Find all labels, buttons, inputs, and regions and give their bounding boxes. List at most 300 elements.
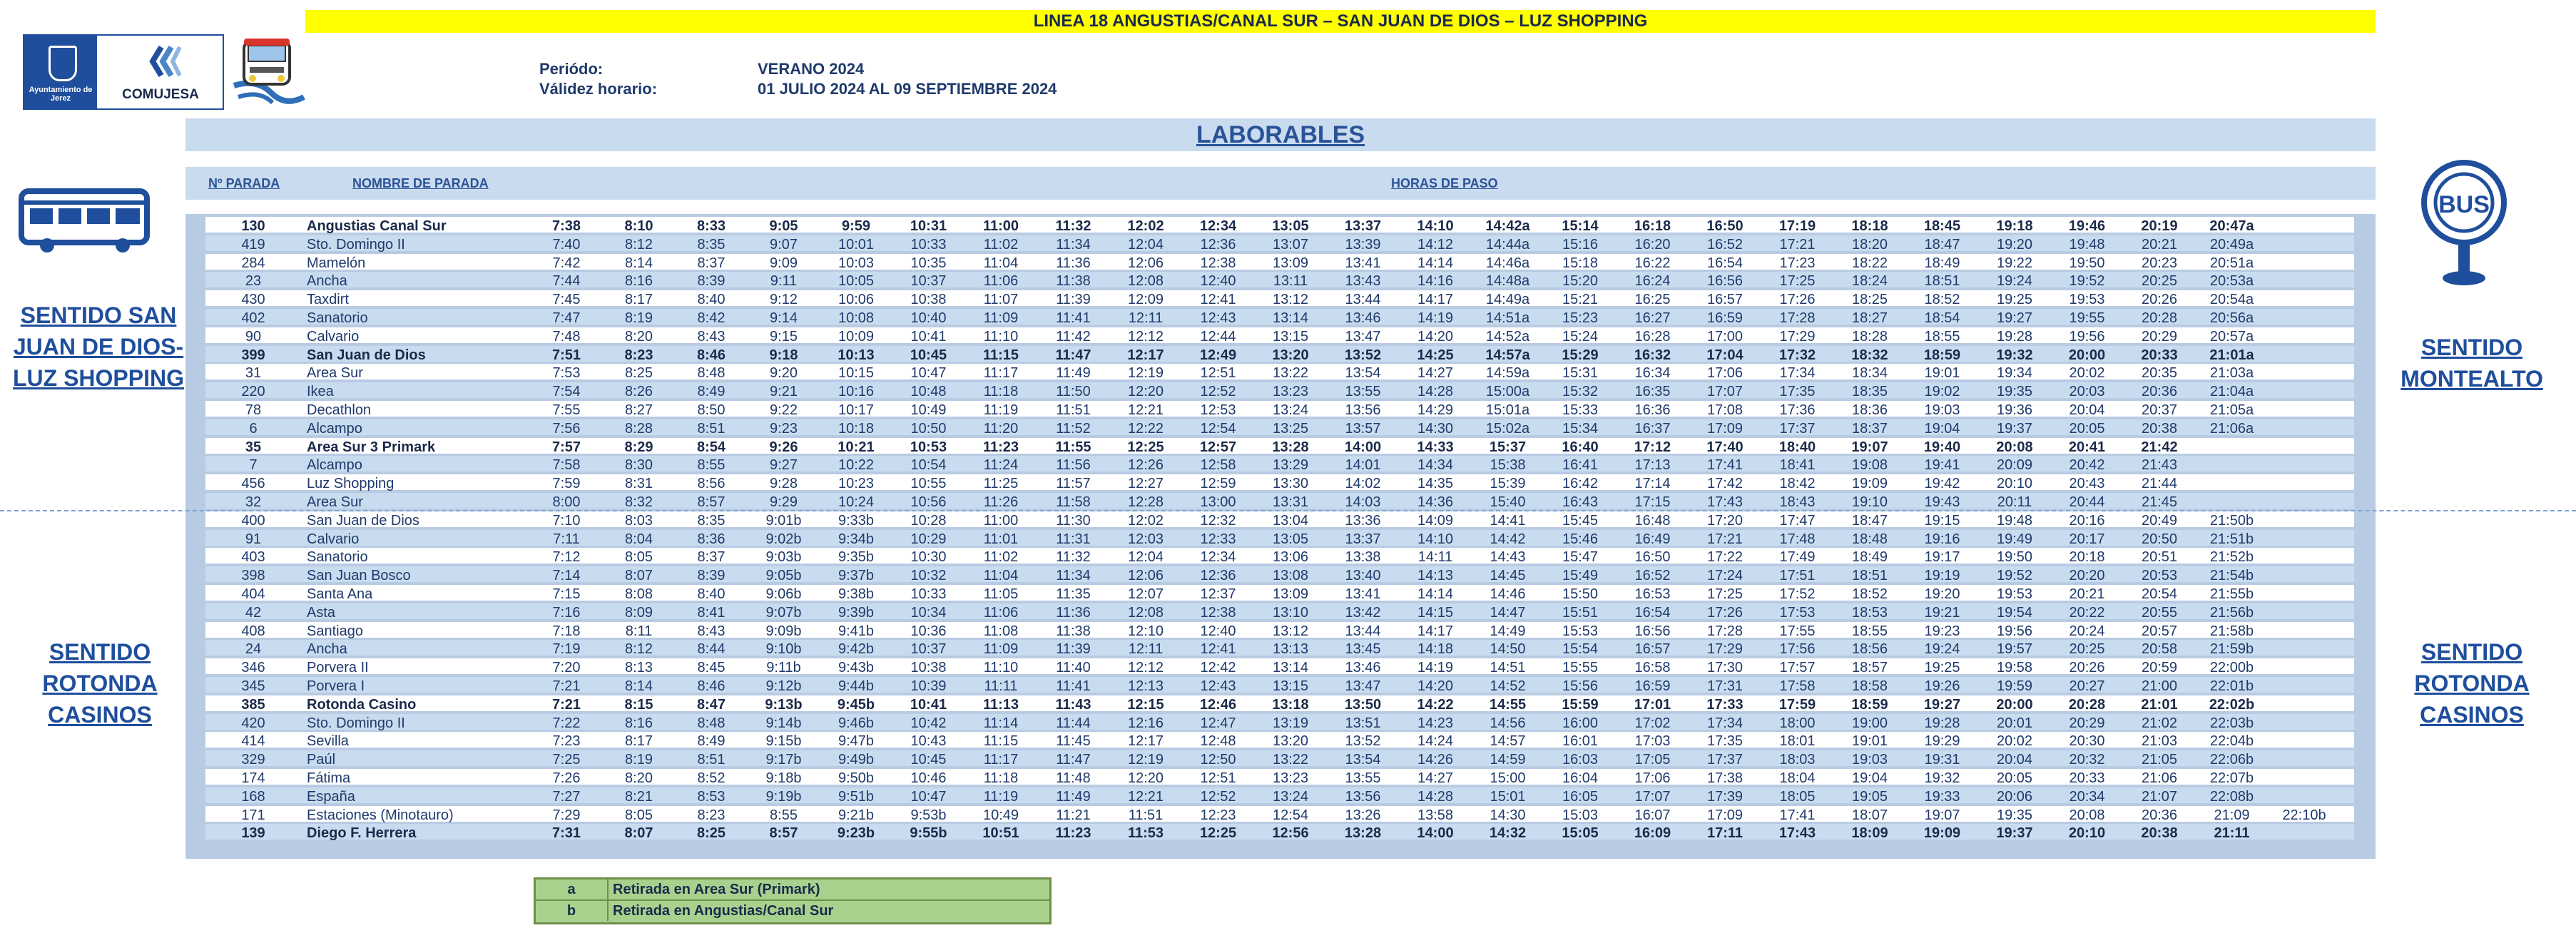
departure-time: 9:20: [770, 365, 798, 382]
departure-time: 19:50: [1996, 549, 2033, 566]
departure-time: 12:37: [1200, 586, 1236, 602]
departure-time: 12:28: [1127, 494, 1164, 510]
table-row: [205, 401, 2354, 417]
departure-time: 16:05: [1562, 788, 1599, 805]
departure-time: 12:02: [1127, 218, 1164, 234]
stop-name: Ancha: [307, 641, 347, 658]
departure-time: 8:19: [625, 310, 653, 326]
departure-time: 20:04: [2069, 402, 2105, 418]
departure-time: 13:23: [1272, 770, 1309, 786]
departure-time: 17:35: [1706, 733, 1743, 750]
legend-text: Retirada en Area Sur (Primark): [613, 882, 820, 897]
departure-time: 7:54: [552, 384, 581, 400]
departure-time: 18:49: [1851, 549, 1888, 566]
departure-time: 22:02b: [2209, 696, 2255, 713]
departure-time: 11:34: [1056, 236, 1091, 253]
departure-time: 8:56: [697, 476, 726, 492]
departure-time: 10:41: [910, 328, 947, 345]
departure-time: 13:19: [1272, 715, 1309, 731]
departure-time: 11:48: [1056, 770, 1091, 786]
departure-time: 19:32: [1996, 347, 2033, 363]
table-row: [205, 787, 2354, 803]
departure-time: 20:11: [1997, 494, 2032, 510]
departure-time: 19:19: [1924, 568, 1960, 584]
departure-time: 15:37: [1489, 439, 1527, 455]
departure-time: 9:09b: [765, 623, 802, 639]
departure-time: 7:14: [552, 568, 581, 584]
departure-time: 10:40: [910, 310, 947, 326]
stop-name: Fátima: [307, 770, 351, 786]
table-row: [205, 824, 2354, 840]
departure-time: 12:58: [1200, 457, 1236, 474]
departure-time: 15:03: [1562, 807, 1599, 823]
departure-time: 21:55b: [2209, 586, 2254, 602]
departure-time: 15:59: [1562, 696, 1599, 713]
departure-time: 15:16: [1562, 236, 1599, 253]
departure-time: 18:52: [1924, 292, 1960, 308]
departure-time: [2205, 438, 2259, 457]
departure-time: 18:36: [1851, 402, 1888, 418]
departure-time: 13:54: [1345, 365, 1381, 382]
departure-time: 9:14: [770, 310, 798, 326]
departure-time: 15:18: [1562, 255, 1599, 271]
departure-time: 13:47: [1345, 328, 1381, 345]
departure-time: 17:52: [1779, 586, 1816, 602]
departure-time: 13:09: [1272, 586, 1309, 602]
departure-time: 9:19b: [765, 788, 802, 805]
stop-number: 90: [245, 328, 262, 345]
departure-time: 7:23: [552, 733, 581, 750]
departure-time: 8:51: [697, 752, 726, 768]
departure-time: 16:28: [1634, 328, 1671, 345]
departure-time: 21:09: [2214, 807, 2250, 823]
departure-time: 7:10: [552, 512, 581, 529]
departure-time: 17:33: [1706, 696, 1743, 713]
departure-time: 16:53: [1634, 586, 1671, 602]
departure-time: 16:59: [1634, 678, 1671, 694]
departure-time: 18:43: [1779, 494, 1816, 510]
departure-time: 17:15: [1634, 494, 1671, 510]
departure-time: 16:57: [1634, 641, 1671, 658]
departure-time: 20:37: [2141, 402, 2178, 418]
stop-name: Sevilla: [307, 733, 349, 750]
departure-time: 9:06b: [765, 586, 802, 602]
departure-time: 8:15: [624, 696, 653, 713]
departure-time: 12:41: [1200, 292, 1236, 308]
departure-time: 20:54: [2141, 586, 2178, 602]
departure-time: 19:28: [1996, 328, 2033, 345]
departure-time: 12:13: [1127, 678, 1164, 694]
departure-time: 12:34: [1199, 218, 1237, 234]
departure-time: 8:54: [696, 439, 726, 455]
departure-time: 13:18: [1272, 696, 1309, 713]
departure-time: 19:35: [1996, 807, 2033, 823]
departure-time: 15:00: [1490, 770, 1526, 786]
departure-time: 11:40: [1056, 660, 1091, 676]
departure-time: 18:58: [1851, 678, 1888, 694]
departure-time: 10:28: [910, 512, 947, 529]
departure-time: 9:27: [770, 457, 798, 474]
departure-time: 16:58: [1634, 660, 1671, 676]
departure-time: 19:09: [1923, 825, 1961, 842]
departure-time: 17:55: [1779, 623, 1816, 639]
departure-time: 21:03: [2141, 733, 2178, 750]
departure-time: 17:37: [1706, 752, 1743, 768]
departure-time: 16:27: [1634, 310, 1671, 326]
departure-time: 11:02: [983, 549, 1019, 566]
departure-time: 13:55: [1345, 770, 1381, 786]
departure-time: 18:47: [1924, 236, 1960, 253]
departure-time: 13:31: [1272, 494, 1309, 510]
departure-time: 11:41: [1056, 678, 1091, 694]
departure-time: 8:03: [625, 512, 653, 529]
departure-time: 8:46: [696, 347, 726, 363]
departure-time: 17:00: [1706, 328, 1743, 345]
departure-time: 21:59b: [2209, 641, 2254, 658]
table-row: [205, 309, 2354, 325]
departure-time: 12:44: [1200, 328, 1236, 345]
departure-time: 15:01: [1490, 788, 1526, 805]
departure-time: 14:28: [1417, 384, 1454, 400]
table-row: [205, 695, 2354, 711]
departure-time: 12:52: [1200, 788, 1236, 805]
departure-time: 12:36: [1200, 236, 1236, 253]
departure-time: 16:36: [1634, 402, 1671, 418]
periodo-value: VERANO 2024: [758, 60, 865, 78]
departure-time: 14:25: [1417, 347, 1454, 363]
departure-time: 16:09: [1634, 825, 1671, 842]
departure-time: 20:01: [1996, 715, 2033, 731]
departure-time: 21:56b: [2209, 604, 2254, 621]
departure-time: 20:18: [2069, 549, 2105, 566]
departure-time: 11:13: [982, 696, 1019, 713]
departure-time: 17:26: [1779, 292, 1816, 308]
departure-time: 13:44: [1345, 623, 1381, 639]
departure-time: 9:46b: [838, 715, 875, 731]
departure-time: 18:45: [1923, 218, 1961, 234]
departure-time: 20:10: [2068, 825, 2106, 842]
departure-time: 10:31: [910, 218, 947, 234]
departure-time: 19:52: [2069, 273, 2105, 290]
departure-time: 11:56: [1056, 457, 1091, 474]
departure-time: 17:51: [1779, 568, 1816, 584]
departure-time: 12:26: [1127, 457, 1164, 474]
departure-time: 22:01b: [2209, 678, 2254, 694]
departure-time: 14:45: [1490, 568, 1526, 584]
departure-time: 15:29: [1562, 347, 1599, 363]
table-row: [205, 474, 2354, 490]
departure-time: 12:36: [1200, 568, 1236, 584]
departure-time: 21:07: [2141, 788, 2178, 805]
departure-time: 14:57: [1490, 733, 1526, 750]
departure-time: 15:32: [1562, 384, 1599, 400]
departure-time: 9:13b: [765, 696, 803, 713]
departure-time: 16:50: [1706, 218, 1743, 234]
departure-time: 14:59: [1490, 752, 1526, 768]
departure-time: 11:51: [1128, 807, 1164, 823]
departure-time: 8:26: [625, 384, 653, 400]
departure-time: 14:49a: [1485, 292, 1530, 308]
departure-time: 9:11: [770, 273, 798, 290]
departure-time: 15:56: [1562, 678, 1599, 694]
departure-time: 19:26: [1924, 678, 1960, 694]
departure-time: 8:55: [770, 807, 798, 823]
departure-time: 11:04: [983, 255, 1019, 271]
departure-time: 14:52a: [1485, 328, 1530, 345]
departure-time: 16:04: [1562, 770, 1599, 786]
departure-time: 19:31: [1924, 752, 1960, 768]
departure-time: 14:18: [1417, 641, 1454, 658]
departure-time: 20:23: [2141, 255, 2178, 271]
departure-time: 19:05: [1851, 788, 1888, 805]
departure-time: 9:26: [769, 439, 798, 455]
departure-time: 11:17: [983, 365, 1019, 382]
departure-time: 15:00a: [1485, 384, 1530, 400]
departure-time: 17:40: [1706, 439, 1743, 455]
departure-time: 20:49: [2141, 512, 2178, 529]
departure-time: 13:37: [1345, 531, 1381, 547]
stop-number: 385: [241, 696, 265, 713]
departure-time: 9:21: [770, 384, 798, 400]
departure-time: 19:00: [1851, 715, 1888, 731]
departure-time: 17:47: [1779, 512, 1816, 529]
departure-time: 20:21: [2141, 236, 2178, 253]
departure-time: 14:14: [1417, 255, 1454, 271]
departure-time: 20:04: [1996, 752, 2033, 768]
departure-time: [2205, 456, 2259, 474]
departure-time: 14:01: [1345, 457, 1381, 474]
departure-time: 13:26: [1345, 807, 1381, 823]
departure-time: 11:50: [1056, 384, 1091, 400]
departure-time: 8:42: [697, 310, 726, 326]
departure-time: 11:32: [1056, 549, 1091, 566]
departure-time: 20:22: [2069, 604, 2105, 621]
departure-time: 8:11: [625, 623, 653, 639]
departure-time: 16:59: [1706, 310, 1743, 326]
departure-time: 13:40: [1345, 568, 1381, 584]
departure-time: 12:20: [1127, 384, 1164, 400]
departure-time: 12:41: [1200, 641, 1236, 658]
departure-time: 19:02: [1924, 384, 1960, 400]
departure-time: 7:56: [552, 420, 581, 437]
departure-time: 12:25: [1199, 825, 1237, 842]
departure-time: 13:50: [1344, 696, 1382, 713]
departure-time: 14:57a: [1485, 347, 1530, 363]
departure-time: 12:12: [1127, 328, 1164, 345]
departure-time: 10:48: [910, 384, 947, 400]
table-row: [205, 254, 2354, 270]
departure-time: 19:20: [1996, 236, 2033, 253]
departure-time: 8:31: [625, 476, 653, 492]
stop-name: Ikea: [307, 384, 334, 400]
departure-time: 20:57a: [2209, 328, 2254, 345]
comujesa-logo: [98, 36, 223, 108]
departure-time: 18:32: [1851, 347, 1888, 363]
table-row: [205, 750, 2354, 766]
departure-time: 12:25: [1127, 439, 1164, 455]
stop-number: 78: [245, 402, 262, 418]
table-row: [205, 419, 2354, 435]
departure-time: 15:50: [1562, 586, 1599, 602]
departure-time: 14:34: [1417, 457, 1454, 474]
departure-time: 10:21: [838, 439, 875, 455]
departure-time: 10:05: [838, 273, 875, 290]
departure-time: 11:44: [1056, 715, 1091, 731]
col-header-stop-name: NOMBRE DE PARADA: [352, 176, 489, 190]
departure-time: 12:34: [1200, 549, 1236, 566]
departure-time: 7:47: [552, 310, 581, 326]
departure-time: 16:24: [1634, 273, 1671, 290]
departure-time: 10:49: [982, 807, 1019, 823]
departure-time: 8:43: [697, 328, 726, 345]
departure-time: 19:01: [1924, 365, 1960, 382]
departure-time: 12:04: [1127, 236, 1164, 253]
stop-number: 91: [245, 531, 262, 547]
departure-time: 9:51b: [838, 788, 875, 805]
departure-time: 7:40: [552, 236, 581, 253]
departure-time: 19:07: [1851, 439, 1888, 455]
departure-time: 11:23: [1055, 825, 1091, 842]
departure-time: 13:06: [1272, 549, 1309, 566]
stop-number: 414: [241, 733, 265, 750]
departure-time: 16:34: [1634, 365, 1671, 382]
departure-time: 14:20: [1417, 328, 1454, 345]
departure-time: 10:01: [838, 236, 875, 253]
departure-time: 15:55: [1562, 660, 1599, 676]
departure-time: 10:38: [910, 292, 947, 308]
table-row: [205, 714, 2354, 730]
departure-time: 12:51: [1200, 770, 1236, 786]
departure-time: 12:03: [1127, 531, 1164, 547]
departure-time: 10:34: [910, 604, 947, 621]
departure-time: 19:32: [1924, 770, 1960, 786]
departure-time: 21:00: [2141, 678, 2178, 694]
departure-time: 10:03: [838, 255, 875, 271]
departure-time: 8:33: [696, 218, 726, 234]
table-row: [205, 585, 2354, 601]
departure-time: 12:40: [1200, 623, 1236, 639]
departure-time: 13:37: [1344, 218, 1382, 234]
col-header-stop-number: Nº PARADA: [208, 176, 280, 190]
stop-name: Ancha: [307, 273, 347, 290]
table-row: [205, 493, 2354, 509]
departure-time: 18:42: [1779, 476, 1816, 492]
ayuntamiento-logo: [24, 36, 97, 108]
departure-time: 10:22: [838, 457, 875, 474]
stop-name: Estaciones (Minotauro): [307, 807, 454, 823]
departure-time: 18:03: [1779, 752, 1816, 768]
departure-time: 16:18: [1634, 218, 1671, 234]
departure-time: 9:53b: [910, 807, 947, 823]
departure-time: 10:23: [838, 476, 875, 492]
departure-time: 19:07: [1924, 807, 1960, 823]
departure-time: 11:15: [982, 347, 1019, 363]
departure-time: 17:09: [1706, 807, 1743, 823]
departure-time: 11:09: [983, 641, 1019, 658]
departure-time: 13:38: [1345, 549, 1381, 566]
departure-time: 19:10: [1851, 494, 1888, 510]
departure-time: 19:58: [1996, 660, 2033, 676]
departure-time: 20:24: [2069, 623, 2105, 639]
departure-time: 18:24: [1851, 273, 1888, 290]
departure-time: 20:08: [1996, 439, 2033, 455]
departure-time: 17:19: [1778, 218, 1816, 234]
departure-time: 9:10b: [765, 641, 802, 658]
departure-time: 20:19: [2141, 218, 2178, 234]
departure-time: 21:03a: [2209, 365, 2254, 382]
departure-time: 12:52: [1200, 384, 1236, 400]
departure-time: 7:19: [552, 641, 581, 658]
departure-time: 18:51: [1851, 568, 1888, 584]
departure-time: 10:08: [838, 310, 875, 326]
departure-time: 20:32: [2069, 752, 2105, 768]
departure-time: 13:58: [1417, 807, 1454, 823]
departure-time: 18:48: [1851, 531, 1888, 547]
stop-number: 329: [241, 752, 265, 768]
departure-time: 22:10b: [2282, 807, 2326, 823]
departure-time: 19:29: [1924, 733, 1960, 750]
departure-time: 7:59: [552, 476, 581, 492]
departure-time: 11:06: [983, 273, 1019, 290]
departure-time: 7:11: [553, 531, 580, 547]
departure-time: 12:48: [1200, 733, 1236, 750]
stop-name: Decathlon: [307, 402, 372, 418]
table-row: [205, 382, 2354, 398]
departure-time: 14:19: [1417, 310, 1454, 326]
stop-number: 23: [245, 273, 262, 290]
table-row: [205, 732, 2354, 748]
departure-time: 10:30: [910, 549, 947, 566]
departure-time: 20:47a: [2209, 218, 2254, 234]
departure-time: 11:09: [983, 310, 1019, 326]
departure-time: 10:50: [910, 420, 947, 437]
departure-time: 17:12: [1634, 439, 1671, 455]
departure-time: 13:41: [1345, 586, 1381, 602]
departure-time: 11:00: [983, 512, 1019, 529]
departure-time: 15:21: [1562, 292, 1599, 308]
departure-time: 14:46a: [1485, 255, 1530, 271]
departure-time: 20:00: [1996, 696, 2033, 713]
departure-time: 22:08b: [2209, 788, 2254, 805]
departure-time: 18:37: [1851, 420, 1888, 437]
departure-time: 8:13: [625, 660, 653, 676]
departure-time: 11:30: [1056, 512, 1091, 529]
departure-time: 8:44: [697, 641, 726, 658]
departure-time: 14:00: [1417, 825, 1454, 842]
departure-time: 16:00: [1562, 715, 1599, 731]
departure-time: 15:54: [1562, 641, 1599, 658]
departure-time: 17:21: [1706, 531, 1743, 547]
departure-time: 19:04: [1851, 770, 1888, 786]
departure-time: 20:26: [2069, 660, 2105, 676]
departure-time: 15:51: [1562, 604, 1599, 621]
departure-time: 9:14b: [765, 715, 802, 731]
departure-time: 17:53: [1779, 604, 1816, 621]
departure-time: 12:04: [1127, 549, 1164, 566]
departure-time: 22:03b: [2209, 715, 2254, 731]
departure-time: 12:22: [1127, 420, 1164, 437]
stop-name: Paúl: [307, 752, 336, 768]
departure-time: 17:36: [1779, 402, 1816, 418]
stop-number: 420: [241, 715, 265, 731]
departure-time: 20:10: [1996, 476, 2033, 492]
departure-time: 11:18: [983, 770, 1019, 786]
departure-time: 20:28: [2141, 310, 2178, 326]
departure-time: 8:39: [697, 273, 726, 290]
departure-time: 8:35: [697, 512, 726, 529]
departure-time: 20:06: [1996, 788, 2033, 805]
departure-time: 18:20: [1851, 236, 1888, 253]
